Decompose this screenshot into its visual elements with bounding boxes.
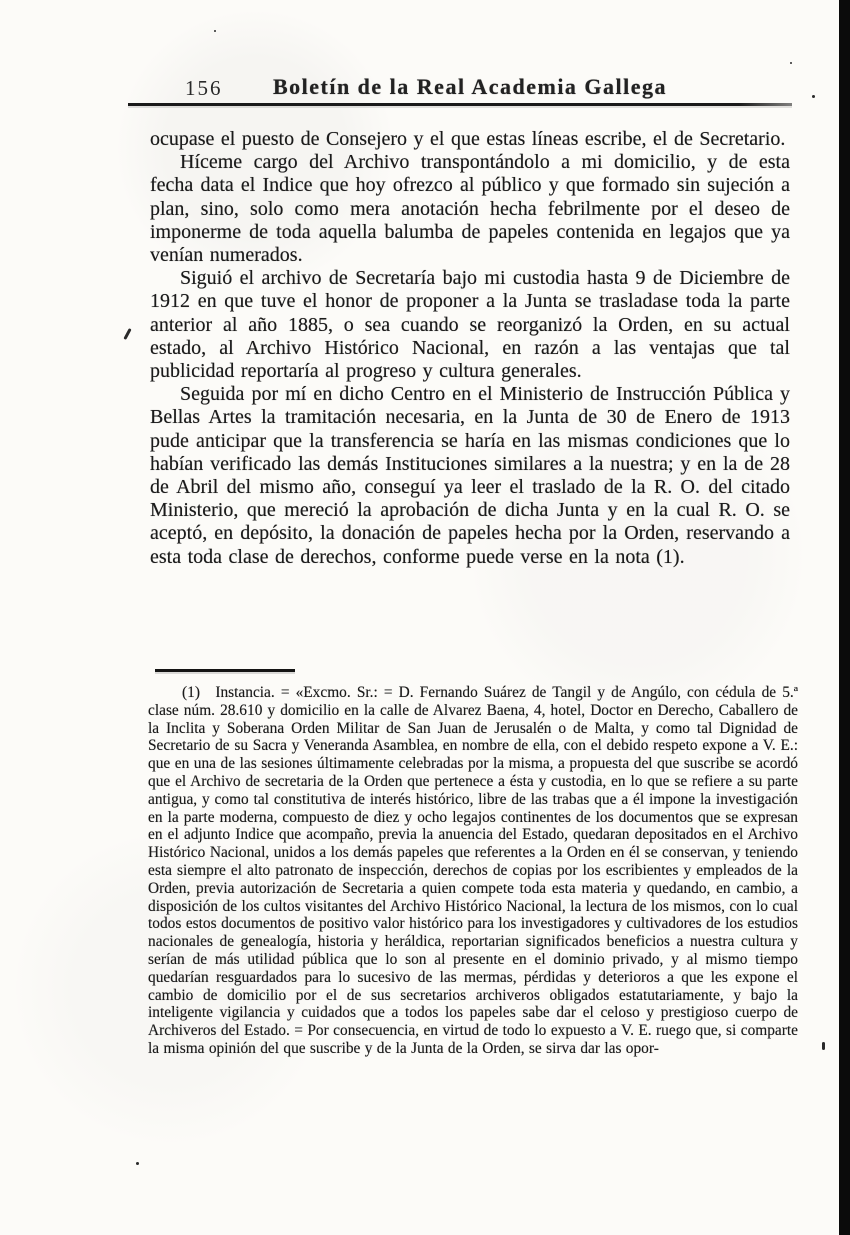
- page-number: 156: [185, 76, 223, 100]
- footnote-separator-rule: [155, 669, 295, 672]
- scan-speck: [214, 30, 216, 32]
- page-header: [150, 76, 790, 102]
- scan-speck: [812, 95, 815, 98]
- footnote-text: (1) Instancia. = «Excmo. Sr.: = D. Fernando Suárez de Tangil y de Angúlo, con cédula de 5.ª clase núm. 28.610 y domicilio en la calle de Alvarez Baena, 4, hotel, Doctor en Derecho, Caballero de la Inclita y Soberana Orden Militar de San Juan de Jerusalén o de Malta, y como tal Dignidad de Secretario de su Sacra y Veneranda Asamblea, en nombre de ella, con el debido respeto expone a V. E.: que en una de las sesiones últimamente celebradas por la misma, a propuesta del que suscribe se acordó que el Archivo de secretaria de la Orden que pertenece a ésta y custodia, en lo que se refiere a su parte antigua, y como tal constitutiva de interés histórico, libre de las trabas que a él impone la investigación en la parte moderna, compuesto de diez y ocho legajos continentes de los documentos que se expresan en el adjunto Indice que acompaño, previa la anuencia del Estado, quedaran depositados en el Archivo Histórico Nacional, unidos a los demás papeles que referentes a la Orden en él se conservan, y teniendo esta siempre el alto patronato de inspección, derechos de copias por los escribientes y empleados de la Orden, previa autorización de Secretaria a quien compete toda esta materia y quedando, en cambio, a disposición de los cultos visitantes del Archivo Histórico Nacional, la lectura de los mismos, con lo cual todos estos documentos de positivo valor histórico para los investigadores y cultivadores de los estudios nacionales de genealogía, historia y heráldica, reportarian significados beneficios a nuestra cultura y serían de más utilidad pública que lo son al presente en el dominio privado, y al mismo tiempo quedarían resguardados para lo sucesivo de las mermas, pérdidas y deterioros a que les expone el cambio de domicilio por el de sus secretarios archiveros obligados estatutariamente, y bajo la inteligente vigilancia y cuidados que a todos los papeles sabe dar el celoso y prestigioso cuerpo de Archiveros del Estado. = Por consecuencia, en virtud de todo lo expuesto a V. E. ruego que, si comparte la misma opinión del que suscribe y de la Junta de la Orden, se sirva dar las opor-: [148, 684, 798, 1057]
- scan-speck: [136, 1162, 139, 1165]
- journal-title: Boletín de la Real Academia Gallega: [272, 74, 668, 99]
- paragraph: Siguió el archivo de Secretaría bajo mi custodia hasta 9 de Diciembre de 1912 en que tuve el honor de proponer a la Junta se trasladase toda la parte anterior al año 1885, o sea cuando se reorganizó la Orden, en su actual estado, al Archivo Histórico Nacional, en razón a las ventajas que tal publicidad reportaría al progreso y cultura generales.: [150, 267, 790, 383]
- header-rule: [128, 103, 792, 106]
- scan-edge-band: [839, 0, 850, 1235]
- paragraph: Seguida por mí en dicho Centro en el Ministerio de Instrucción Pública y Bellas Artes la tramitación necesaria, en la Junta de 30 de Enero de 1913 pude anticipar que la transferencia se haría en las mismas condiciones que lo habían verificado las demás Instituciones similares a la nuestra; y en la de 28 de Abril del mismo año, conseguí ya leer el traslado de la R. O. del citado Ministerio, que mereció la aprobación de dicha Junta y en la cual R. O. se aceptó, en depósito, la donación de papeles hecha por la Orden, reservando a esta toda clase de derechos, conforme puede verse en la nota (1).: [150, 383, 790, 568]
- scan-speck: [123, 328, 131, 340]
- body-text: [150, 128, 790, 569]
- footnote: [148, 684, 798, 1058]
- scan-speck: [822, 1042, 825, 1050]
- paragraph-continuation: ocupase el puesto de Consejero y el que estas líneas escribe, el de Secretario.: [150, 128, 786, 150]
- scan-speck: [790, 62, 792, 64]
- paragraph: Híceme cargo del Archivo transpontándolo a mi domicilio, y de esta fecha data el Indice que hoy ofrezco al público y que formado sin sujeción a plan, sino, solo como mera anotación hecha febrilmente por el deseo de imponerme de toda aquella balumba de papeles contenida en legajos que ya venían numerados.: [150, 151, 790, 267]
